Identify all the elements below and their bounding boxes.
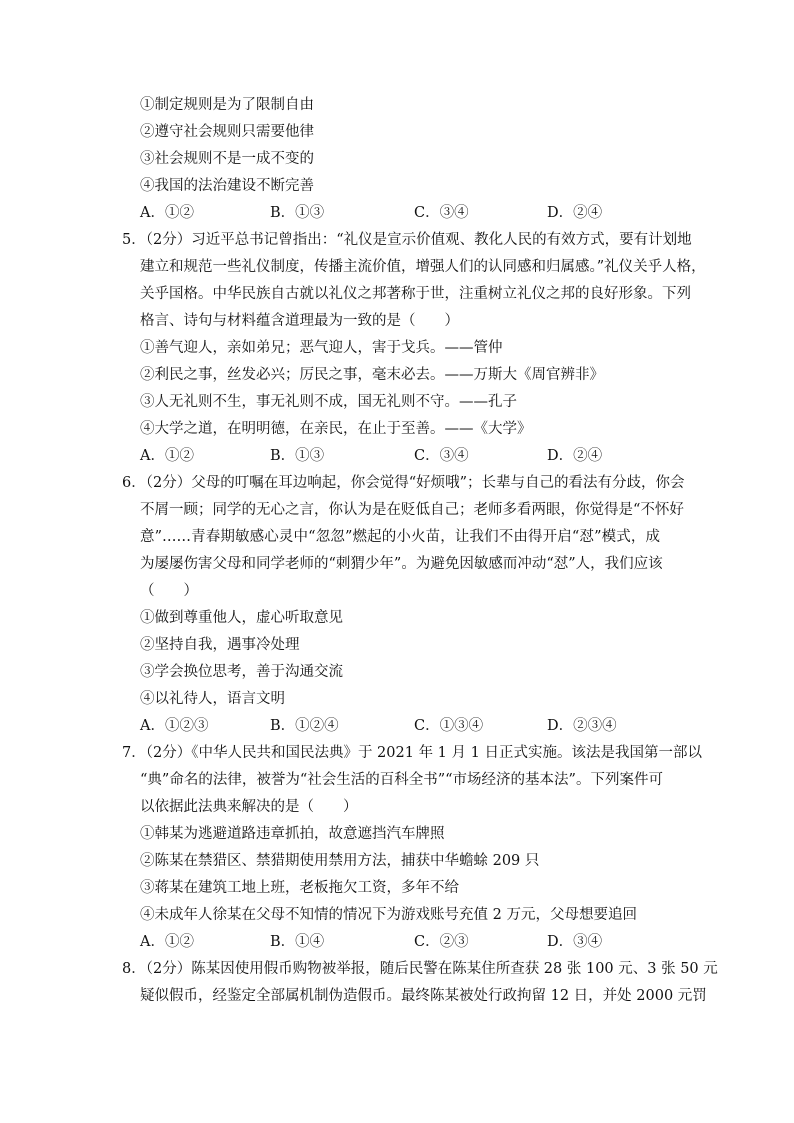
q4-option-3: ③社会规则不是一成不变的 <box>140 151 314 167</box>
q7-choice-d: D．③④ <box>547 934 603 950</box>
q5-option-2: ②利民之事，丝发必兴；厉民之事，毫末必去。——万斯大《周官辨非》 <box>140 367 604 383</box>
q6-option-4: ④以礼待人，语言文明 <box>140 691 285 707</box>
q5-choice-b: B．①③ <box>270 448 325 464</box>
q4-option-1: ①制定规则是为了限制自由 <box>140 97 314 113</box>
q5-stem-line-4: 格言、诗句与材料蕴含道理最为一致的是（ ） <box>140 313 459 329</box>
q8-stem-line-1: 8．（2分）陈某因使用假币购物被举报，随后民警在陈某住所查获 28 张 100 元、3 张 50 元 <box>122 961 718 977</box>
q7-choice-a: A．①② <box>140 934 194 950</box>
q7-choice-c: C．②③ <box>414 934 469 950</box>
q6-choice-d: D．②③④ <box>547 718 617 734</box>
q6-option-1: ①做到尊重他人，虚心听取意见 <box>140 610 343 626</box>
q8-stem-line-2: 疑似假币，经鉴定全部属机制伪造假币。最终陈某被处行政拘留 12 日，并处 2000 元罚 <box>140 988 707 1004</box>
q7-stem-line-3: 以依据此法典来解决的是（ ） <box>140 799 358 815</box>
q5-option-1: ①善气迎人，亲如弟兄；恶气迎人，害于戈兵。——管仲 <box>140 340 503 356</box>
q6-stem-line-2: 不屑一顾；同学的无心之言，你认为是在贬低自己；老师多看两眼，你觉得是“不怀好 <box>140 502 684 518</box>
q6-option-2: ②坚持自我，遇事冷处理 <box>140 637 300 653</box>
q5-stem-line-2: 建立和规范一些礼仪制度，传播主流价值，增强人们的认同感和归属感。”礼仪关乎人格， <box>140 259 706 275</box>
q5-choice-d: D．②④ <box>547 448 603 464</box>
q6-choice-c: C．①③④ <box>414 718 484 734</box>
q7-option-4: ④未成年人徐某在父母不知情的情况下为游戏账号充值 2 万元，父母想要追回 <box>140 907 637 923</box>
q7-choices <box>140 932 660 954</box>
q6-choices <box>140 716 660 738</box>
q5-choice-c: C．③④ <box>414 448 469 464</box>
q7-stem-line-1: 7．（2分）《中华人民共和国民法典》于 2021 年 1 月 1 日正式实施。该法是我国第一部以 <box>122 745 702 761</box>
q6-stem-line-4: 为屡屡伤害父母和同学老师的“刺猬少年”。为避免因敏感而冲动“怼”人，我们应该 <box>140 556 663 572</box>
q6-choice-b: B．①②④ <box>270 718 339 734</box>
q6-stem-line-5: （ ） <box>140 583 198 599</box>
q5-stem-line-1: 5．（2分）习近平总书记曾指出：“礼仪是宣示价值观、教化人民的有效方式，要有计划地 <box>122 232 692 248</box>
q5-choices <box>140 446 660 468</box>
q6-option-3: ③学会换位思考，善于沟通交流 <box>140 664 343 680</box>
q5-option-4: ④大学之道，在明明德，在亲民，在止于至善。——《大学》 <box>140 421 532 437</box>
q4-choice-c: C．③④ <box>414 205 469 221</box>
q4-choice-b: B．①③ <box>270 205 325 221</box>
q4-choices <box>140 203 660 225</box>
q5-choice-a: A．①② <box>140 448 194 464</box>
q7-option-1: ①韩某为逃避道路违章抓拍，故意遮挡汽车牌照 <box>140 826 445 842</box>
q6-stem-line-1: 6．（2分）父母的叮嘱在耳边响起，你会觉得“好烦哦”；长辈与自己的看法有分歧，你会 <box>122 475 685 491</box>
q4-choice-d: D．②④ <box>547 205 603 221</box>
q7-stem-line-2: “典”命名的法律，被誉为“社会生活的百科全书”“市场经济的基本法”。下列案件可 <box>140 772 663 788</box>
q7-choice-b: B．①④ <box>270 934 325 950</box>
q7-option-2: ②陈某在禁猎区、禁猎期使用禁用方法，捕获中华蟾蜍 209 只 <box>140 853 540 869</box>
q4-option-4: ④我国的法治建设不断完善 <box>140 178 314 194</box>
q6-stem-line-3: 意”……青春期敏感心灵中“忽忽”燃起的小火苗，让我们不由得开启“怼”模式，成 <box>140 529 660 545</box>
q5-stem-line-3: 关乎国格。中华民族自古就以礼仪之邦著称于世，注重树立礼仪之邦的良好形象。下列 <box>140 286 691 302</box>
q7-option-3: ③蒋某在建筑工地上班，老板拖欠工资，多年不给 <box>140 880 459 896</box>
q4-option-2: ②遵守社会规则只需要他律 <box>140 124 314 140</box>
q4-choice-a: A．①② <box>140 205 194 221</box>
q6-choice-a: A．①②③ <box>140 718 209 734</box>
q5-option-3: ③人无礼则不生，事无礼则不成，国无礼则不守。——孔子 <box>140 394 517 410</box>
